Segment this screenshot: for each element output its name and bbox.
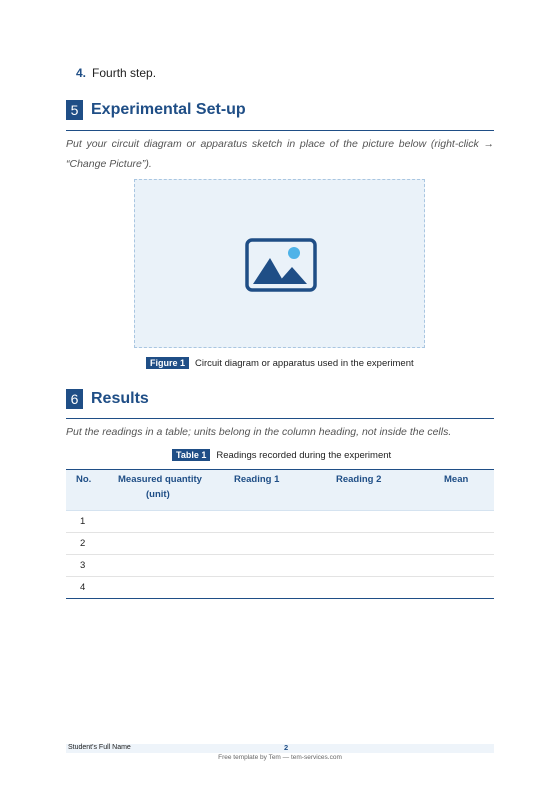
- row-number: 4: [66, 577, 114, 599]
- table-1-caption-text: Readings recorded during the experiment: [216, 449, 392, 461]
- table-1-caption: [172, 449, 391, 461]
- cell-reading-2[interactable]: [332, 511, 440, 533]
- cell-mean[interactable]: [440, 511, 494, 533]
- footer-credit[interactable]: Free template by Tem — tem-services.com: [218, 754, 342, 761]
- section-6-number: 6: [66, 389, 83, 409]
- step-4: [76, 66, 156, 80]
- col-header-reading-2: Reading 2: [332, 470, 440, 511]
- cell-reading-2[interactable]: [332, 533, 440, 555]
- col-header-measured-quantity: [114, 470, 230, 511]
- cell-measured[interactable]: [114, 555, 230, 577]
- row-number: 1: [66, 511, 114, 533]
- col-header-unit: (unit): [146, 489, 170, 500]
- figure-1-caption-text: Circuit diagram or apparatus used in the experiment: [195, 357, 414, 369]
- table-1-tag: Table 1: [172, 449, 210, 461]
- cell-reading-1[interactable]: [230, 533, 332, 555]
- table-row: [66, 533, 494, 555]
- section-6-title: Results: [91, 390, 149, 407]
- cell-measured[interactable]: [114, 533, 230, 555]
- footer-student-name[interactable]: Student's Full Name: [68, 744, 131, 751]
- row-number: 3: [66, 555, 114, 577]
- cell-reading-2[interactable]: [332, 577, 440, 599]
- figure-1-caption: [146, 357, 414, 369]
- table-row: [66, 555, 494, 577]
- table-header-row: [66, 470, 494, 511]
- section-5-note: Put your circuit diagram or apparatus sketch in place of the picture below (right-click → “Change Picture”).: [66, 138, 494, 170]
- section-5-number: 5: [66, 100, 83, 120]
- cell-mean[interactable]: [440, 533, 494, 555]
- cell-reading-2[interactable]: [332, 555, 440, 577]
- col-header-reading-1: Reading 1: [230, 470, 332, 511]
- cell-measured[interactable]: [114, 511, 230, 533]
- step-text: Fourth step.: [92, 66, 157, 80]
- table-row: [66, 511, 494, 533]
- section-5-title: Experimental Set-up: [91, 101, 246, 118]
- cell-mean[interactable]: [440, 555, 494, 577]
- cell-measured[interactable]: [114, 577, 230, 599]
- results-table: [66, 469, 494, 599]
- section-6-rule: [66, 418, 494, 419]
- row-number: 2: [66, 533, 114, 555]
- col-header-measured-quantity-text: Measured quantity: [118, 474, 202, 485]
- figure-placeholder[interactable]: [134, 179, 425, 348]
- cell-reading-1[interactable]: [230, 555, 332, 577]
- cell-reading-1[interactable]: [230, 577, 332, 599]
- col-header-no: No.: [66, 470, 114, 511]
- footer-page-number: 2: [284, 743, 289, 752]
- section-5-heading: [66, 99, 246, 121]
- figure-1-tag: Figure 1: [146, 357, 189, 369]
- table-row: [66, 577, 494, 599]
- section-5-rule: [66, 130, 494, 131]
- section-6-heading: [66, 388, 149, 410]
- step-number: 4.: [76, 66, 87, 80]
- image-placeholder-icon: [245, 238, 317, 292]
- col-header-mean: Mean: [440, 470, 494, 511]
- cell-reading-1[interactable]: [230, 511, 332, 533]
- cell-mean[interactable]: [440, 577, 494, 599]
- section-6-note: Put the readings in a table; units belong in the column heading, not inside the cells.: [66, 426, 452, 438]
